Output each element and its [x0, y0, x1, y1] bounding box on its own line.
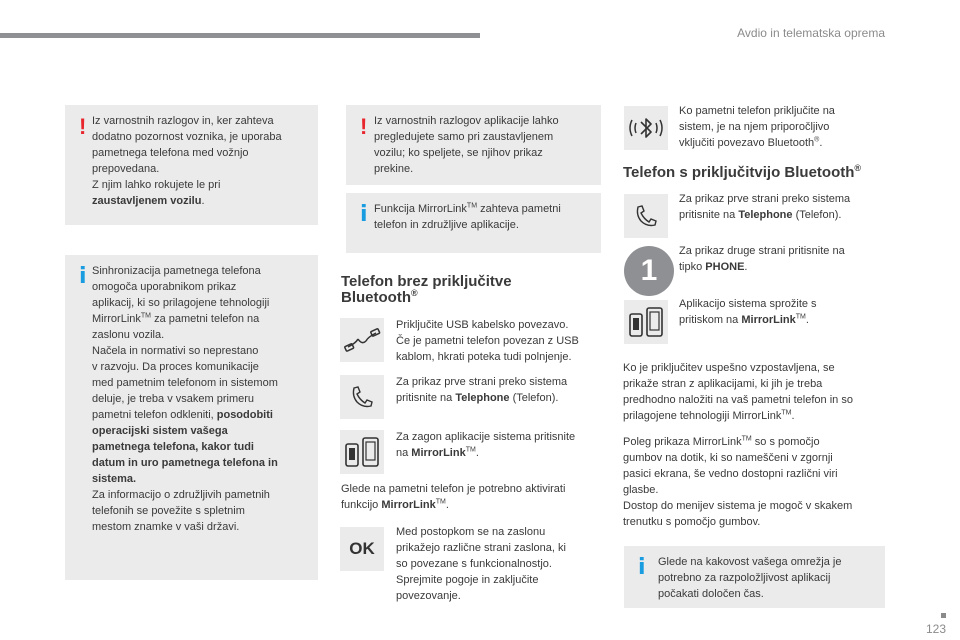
ok-button-icon: OK — [340, 527, 384, 571]
heading-with-bluetooth: Telefon s priključitvijo Bluetooth® — [623, 163, 862, 181]
info-box-mirrorlink: i Funkcija MirrorLink™ zahteva pametni telefon in združljive aplikacije. — [346, 193, 601, 253]
mirrorlink-icon — [340, 430, 384, 474]
warning-box-driving: ! Iz varnostnih razlogov in, ker zahteva dodatno pozornost voznika, je uporaba pametnega telefona med vožnjo prepovedana. Z njim lahko rokujete le pri zaustavljenem vozilu. — [65, 105, 318, 225]
bluetooth-icon — [624, 106, 668, 150]
header-bar — [0, 33, 480, 38]
step-mirrorlink: Za zagon aplikacije sistema pritisnite na MirrorLink™. — [396, 431, 576, 459]
phone-handset-icon — [624, 194, 668, 238]
info-box-sync: i Sinhronizacija pametnega telefona omogoča uporabnikom prikaz aplikacij, ki so prilagojene tehnologiji MirrorLink™ za pametni telefon na zaslonu vozila. Načela in normativi so neprestano v razvoju. Da proces komunikacije med pametnim telefonom in sistemom deluje, je treba v vsakem primeru pametni telefon odkleniti, posodobiti operacijski sistem vašega pametnega telefona, kakor tudi datum in uro pametnega telefona in sistema. Za informacijo o združljivih pametnih telefonih se povežite s spletnim mestom znamke v vaši državi. — [65, 255, 318, 580]
step-ok: Med postopkom se na zaslonu prikažejo različne strani zaslona, ki so povezane s funkcionalnostjo. Sprejmite pogoje in zaključite povezovanje. — [396, 526, 566, 602]
info-box-network: i Glede na kakovost vašega omrežja je potrebno za razpoložljivost aplikacij počakati določen čas. — [624, 546, 885, 608]
heading-no-bluetooth: Telefon brez priključitve Bluetooth® — [341, 273, 512, 306]
warning-icon: ! — [79, 114, 87, 139]
page-number: 123 — [925, 622, 946, 636]
chapter-number-badge: 1 — [624, 246, 674, 296]
warning-box-apps: ! Iz varnostnih razlogov aplikacije lahko pregledujete samo pri zaustavljenem vozilu; ko speljete, se njihov prikaz prekine. — [346, 105, 601, 185]
page-marker — [941, 613, 946, 618]
step-usb: Priključite USB kabelsko povezavo. Če je pametni telefon povezan z USB kablom, hkrati poteka tudi polnjenje. — [396, 319, 579, 363]
info-icon: i — [638, 555, 646, 580]
step-mirrorlink-bt: Aplikacijo sistema sprožite s pritiskom na MirrorLink™. — [679, 298, 817, 326]
paragraph-touch-buttons: Poleg prikaza MirrorLink™ so s pomočjo gumbov na dotik, ki so nameščeni v zgornji pasici ekrana, še vedno dostopni različni viri glasbe. Dostop do menijev sistema je mogoč v skakem trenutku s pomočjo gumbov. — [623, 435, 853, 528]
paragraph-connected: Ko je priključitev uspešno vzpostavljena, se prikaže stran z aplikacijami, ki jih je treba predhodno naložiti na vaš pametni telefon in so prilagojene tehnologiji MirrorLink™. — [623, 362, 853, 422]
info-icon: i — [360, 202, 368, 227]
section-title: Avdio in telematska oprema — [737, 26, 885, 40]
warning-icon: ! — [360, 114, 368, 139]
info-icon: i — [79, 264, 87, 289]
step-telephone-bt: Za prikaz prve strani preko sistema pritisnite na Telephone (Telefon). — [679, 193, 851, 221]
step-phone-key: Za prikaz druge strani pritisnite na tipko PHONE. — [679, 245, 845, 273]
mirrorlink-icon — [624, 300, 668, 344]
phone-handset-icon — [340, 375, 384, 419]
paragraph-activate: Glede na pametni telefon je potrebno aktivirati funkcijo MirrorLink™. — [341, 483, 566, 511]
step-telephone: Za prikaz prve strani preko sistema pritisnite na Telephone (Telefon). — [396, 376, 568, 404]
step-bluetooth-recommend: Ko pametni telefon priključite na sistem, je na njem priporočljivo vključiti povezavo Bluetooth®. — [679, 105, 835, 149]
usb-cable-icon — [340, 318, 384, 362]
